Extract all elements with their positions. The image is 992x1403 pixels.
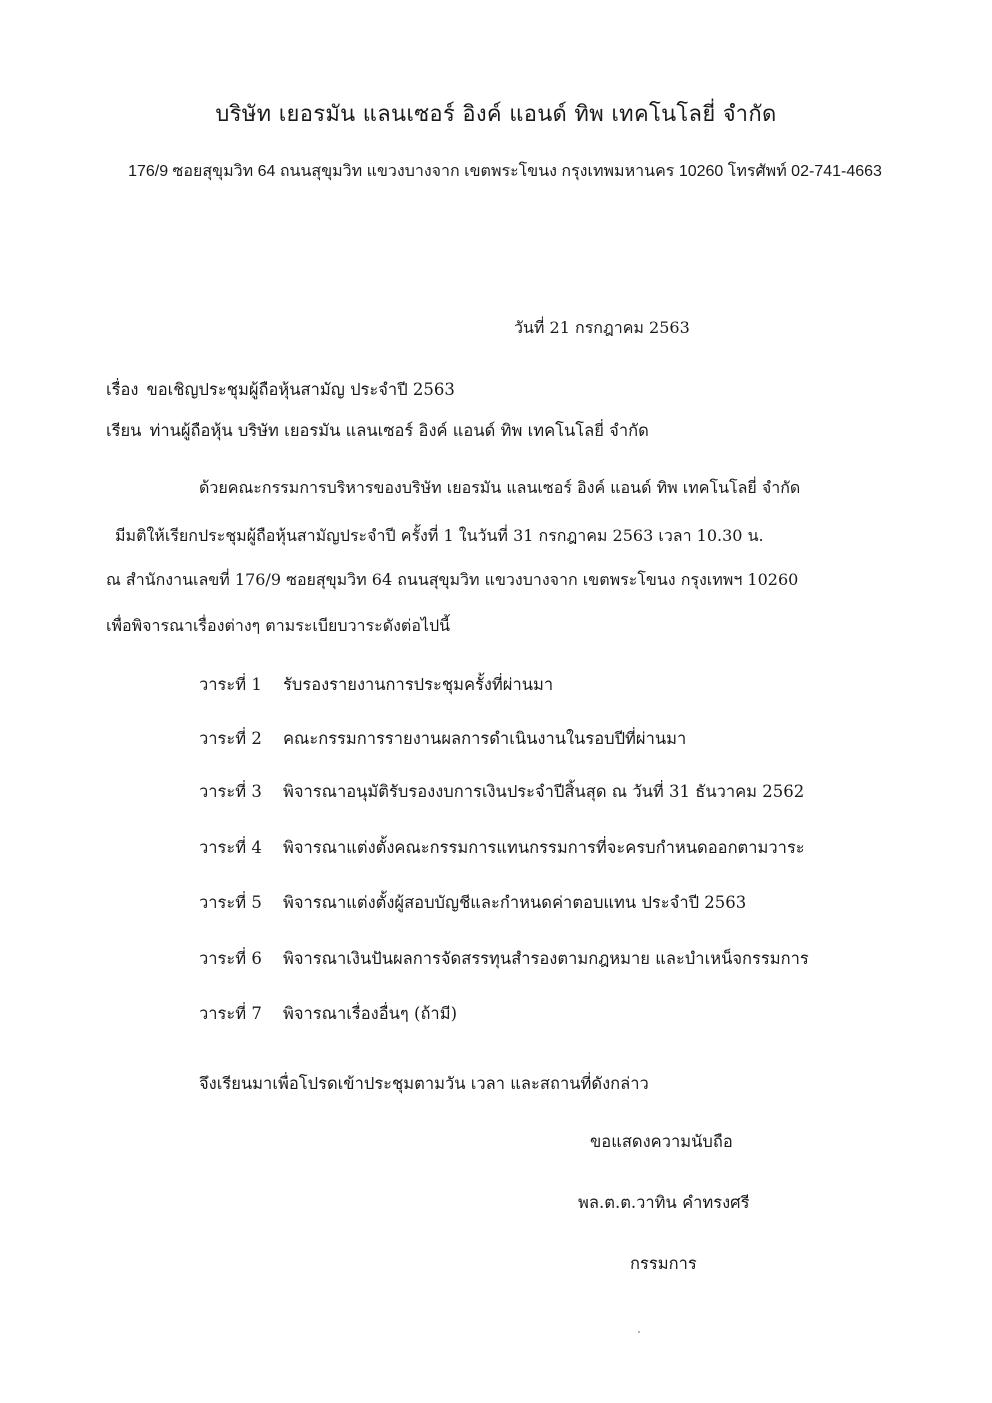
agenda-number: วาระที่ 2 [199,729,262,748]
body-paragraph-line: ด้วยคณะกรรมการบริหารของบริษัท เยอรมัน แลนเซอร์ อิงค์ แอนด์ ทิพ เทคโนโลยี่ จำกัด [199,478,801,497]
body-paragraph-line: ณ สำนักงานเลขที่ 176/9 ซอยสุขุมวิท 64 ถนนสุขุมวิท แขวงบางจาก เขตพระโขนง กรุงเทพฯ 10260 [106,570,799,589]
agenda-item [199,726,686,752]
subject-line [106,377,455,403]
agenda-number: วาระที่ 3 [199,782,262,801]
agenda-text: พิจารณาเงินปันผลการจัดสรรทุนสำรองตามกฎหมาย และบำเหน็จกรรมการ [283,949,809,968]
closing-sentence: จึงเรียนมาเพื่อโปรดเข้าประชุมตามวัน เวลา และสถานที่ดังกล่าว [199,1074,649,1093]
agenda-number: วาระที่ 5 [199,893,262,912]
company-address: 176/9 ซอยสุขุมวิท 64 ถนนสุขุมวิท แขวงบางจาก เขตพระโขนง กรุงเทพมหานคร 10260 โทรศัพท์ 02-741-4663 [128,163,882,180]
agenda-text: รับรองรายงานการประชุมครั้งที่ผ่านมา [283,675,554,694]
agenda-number: วาระที่ 1 [199,675,262,694]
company-name-heading: บริษัท เยอรมัน แลนเซอร์ อิงค์ แอนด์ ทิพ เทคโนโลยี่ จำกัด [215,102,777,127]
agenda-text: คณะกรรมการรายงานผลการดำเนินงานในรอบปีที่ผ่านมา [283,729,687,748]
agenda-number: วาระที่ 7 [199,1004,262,1023]
signer-position: กรรมการ [630,1254,697,1273]
agenda-item [199,946,809,972]
recipient-label: เรียน [106,421,142,440]
signer-name: พล.ต.ต.วาทิน คำทรงศรี [578,1193,750,1212]
subject-label: เรื่อง [106,380,139,399]
agenda-item [199,890,746,916]
body-paragraph-line: เพื่อพิจารณาเรื่องต่างๆ ตามระเบียบวาระดังต่อไปนี้ [106,616,451,635]
agenda-item [199,672,553,698]
agenda-number: วาระที่ 4 [199,838,262,857]
agenda-text: พิจารณาแต่งตั้งผู้สอบบัญชีและกำหนดค่าตอบแทน ประจำปี 2563 [283,893,747,912]
agenda-text: พิจารณาเรื่องอื่นๆ (ถ้ามี) [283,1004,458,1023]
letter-date: วันที่ 21 กรกฎาคม 2563 [514,318,690,337]
agenda-text: พิจารณาอนุมัติรับรองงบการเงินประจำปีสิ้นสุด ณ วันที่ 31 ธันวาคม 2562 [283,782,805,801]
agenda-item [199,779,804,805]
agenda-item [199,835,805,861]
agenda-item [199,1001,457,1027]
scan-speck [638,1331,640,1333]
recipient-text: ท่านผู้ถือหุ้น บริษัท เยอรมัน แลนเซอร์ อิงค์ แอนด์ ทิพ เทคโนโลยี่ จำกัด [149,421,649,440]
subject-text: ขอเชิญประชุมผู้ถือหุ้นสามัญ ประจำปี 2563 [146,380,455,399]
agenda-number: วาระที่ 6 [199,949,262,968]
regards-line: ขอแสดงความนับถือ [590,1132,733,1151]
recipient-line [106,418,649,444]
agenda-text: พิจารณาแต่งตั้งคณะกรรมการแทนกรรมการที่จะครบกำหนดออกตามวาระ [283,838,805,857]
body-paragraph-line: มีมติให้เรียกประชุมผู้ถือหุ้นสามัญประจำปี ครั้งที่ 1 ในวันที่ 31 กรกฎาคม 2563 เวลา 10.30 น. [115,526,764,545]
